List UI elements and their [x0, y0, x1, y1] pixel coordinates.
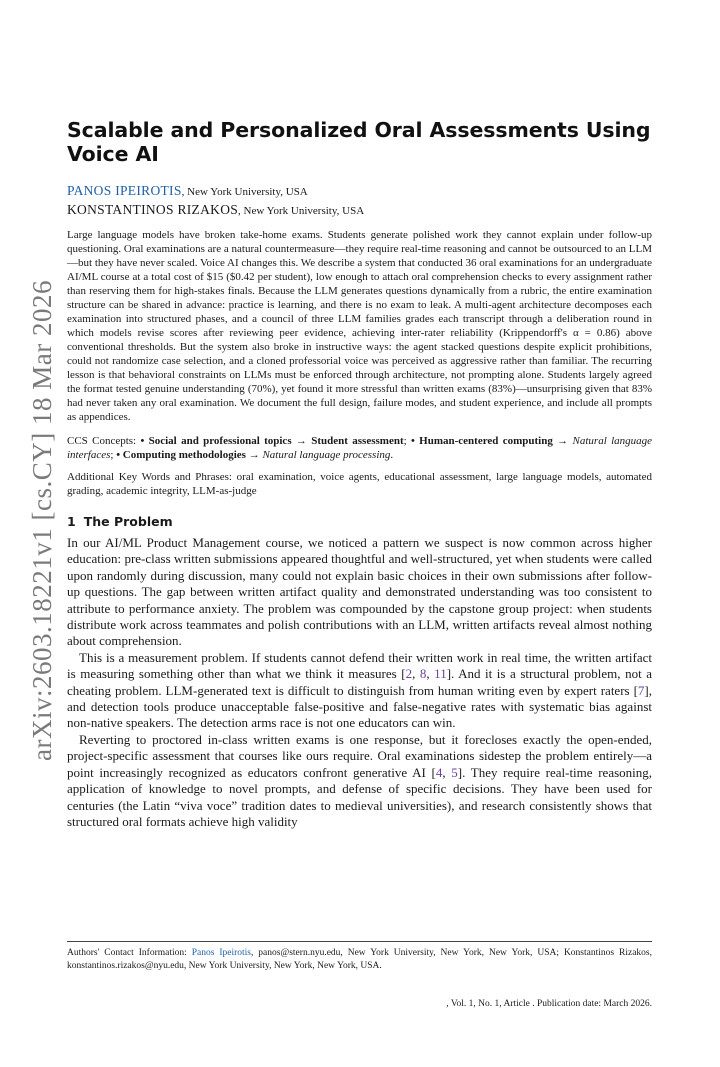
ccs-end: .: [390, 449, 394, 461]
citation-sep: ,: [442, 764, 452, 780]
section-title: The Problem: [83, 514, 173, 529]
ccs-sep-1: →: [291, 435, 312, 447]
keywords: Additional Key Words and Phrases: oral examination, voice agents, educational assessment, large language models, automated grading, academic integrity, LLM-as-judge: [67, 471, 652, 497]
author-2-affiliation: , New York University, USA: [238, 205, 365, 217]
ccs-sep-2: ;: [403, 435, 411, 447]
citation-link[interactable]: 2: [405, 666, 413, 682]
footnote-rest: , panos@stern.nyu.edu, New York University, New York, New York, USA; Konstantinos Rizakos, konstantinos.rizakos@nyu.edu, New York University, New York, New York, USA.: [67, 948, 653, 971]
citation-link[interactable]: 5: [451, 764, 458, 780]
ccs-sep-3: →: [552, 435, 573, 447]
arxiv-identifier: arXiv:2603.18221v1 [cs.CY] 18 Mar 2026: [26, 279, 57, 761]
citation-sep: ,: [412, 666, 420, 682]
ccs-concept-5: • Computing methodologies: [116, 449, 246, 461]
paper-page: [67, 118, 652, 830]
ccs-concept-6: Natural language processing: [262, 449, 391, 461]
author-1: [67, 182, 652, 201]
arxiv-sidebar: [20, 270, 64, 770]
paragraph-1: In our AI/ML Product Management course, we noticed a pattern we suspect is now common across higher education: pre-class written submissions appeared thoughtful and well-structured, yet when students were called upon randomly during discussion, many could not explain basic choices in their own submissions after follow-up questions. The gap between written artifact quality and demonstrated understanding was too consistent to attribute to performance anxiety. The problem was compounded by the capstone group project: when students distribute work across teammates and polish contributions with an LLM, written artifacts reveal almost nothing about comprehension.: [67, 535, 652, 649]
ccs-concept-4: Natural language interfaces: [67, 435, 653, 461]
ccs-concept-2: Student assessment: [311, 435, 404, 447]
paragraph-2-text-b: ]. And it is a structural problem, not a cheating problem. LLM-generated text is difficult to distinguish from human writing even by expert raters [: [67, 666, 653, 698]
section-heading: [67, 514, 652, 529]
ccs-concept-1: • Social and professional topics: [140, 435, 292, 447]
citation-link[interactable]: 8: [419, 666, 427, 682]
section-number: 1: [67, 514, 76, 529]
abstract: Large language models have broken take-home exams. Students generate polished work they cannot explain under follow-up questioning. Oral examinations are a natural countermeasure—they require real-time reasoning and cannot be outsourced to an LLM—but they have never scaled. Voice AI changes this. We describe a system that conducted 36 oral examinations for an undergraduate AI/ML course at a total cost of $15 ($0.42 per student), low enough to attach oral comprehension checks to every assignment rather than reserving them for high-stakes finals. Because the LLM generates questions dynamically from a rubric, the entire examination structure can be shared in advance: practice is learning, and there is no exam to leak. A multi-agent architecture decomposes each examination into structured phases, and a council of three LLM families grades each transcript through a deliberation round in which models revise scores after reviewing peer evidence, achieving inter-rater reliability (Krippendorff's α = 0.86) above conventional thresholds. But the system also broke in instructive ways: the agent stacked questions despite explicit prohibitions, could not randomize case selection, and a cloned professorial voice was perceived as aggressive rather than familiar. The recurring lesson is that behavioral constraints on LLMs must be enforced through architecture, not prompting alone. Students largely agreed the format tested genuine understanding (70%), yet found it more stressful than written exams (83%)—unsurprising given that 83% had never taken any oral examination. We document the full design, failure modes, and student experience, and include all prompts as appendices.: [67, 229, 652, 423]
author-1-affiliation: , New York University, USA: [181, 186, 308, 198]
footnote-prefix: Authors' Contact Information:: [67, 948, 192, 958]
section-body: [67, 535, 652, 830]
paper-title: Scalable and Personalized Oral Assessments Using Voice AI: [67, 118, 651, 166]
citation-sep: ,: [426, 666, 435, 682]
paragraph-2: [67, 650, 652, 732]
author-2: [67, 201, 652, 220]
paragraph-3-text-b: ]. They require real-time reasoning, application of knowledge to novel prompts, and defense of specific decisions. They have been used for centuries (the Latin “viva voce” tradition dates to medieval universities), and research consistently shows that structured oral formats achieve high validity: [67, 764, 653, 829]
author-2-name: KONSTANTINOS RIZAKOS: [67, 202, 239, 217]
footnote-author-link[interactable]: Panos Ipeirotis: [191, 948, 251, 958]
ccs-sep-4: ;: [110, 449, 117, 461]
paragraph-3: [67, 732, 652, 830]
ccs-label: CCS Concepts:: [67, 435, 141, 447]
ccs-concepts: [67, 434, 652, 462]
citation-link[interactable]: 4: [435, 764, 443, 780]
author-1-name[interactable]: PANOS IPEIROTIS: [67, 183, 182, 198]
author-list: [67, 182, 652, 220]
paragraph-2-text-c: ], and detection tools produce unacceptable false-positive and false-negative rates with systematic bias against non-native speakers. The detection arms race is not one educators can win.: [67, 682, 652, 731]
ccs-sep-5: →: [245, 449, 263, 461]
citation-link[interactable]: 7: [637, 682, 645, 698]
citation-link[interactable]: 11: [434, 666, 447, 682]
author-contact-footnote: [67, 941, 652, 972]
paragraph-2-text-a: This is a measurement problem. If students cannot defend their written work in real time, the written artifact is measuring something other than what we think it measures [: [67, 649, 652, 682]
ccs-concept-3: • Human-centered computing: [411, 435, 553, 447]
publication-footer: , Vol. 1, No. 1, Article . Publication date: March 2026.: [446, 999, 652, 1009]
paragraph-3-text-a: Reverting to proctored in-class written exams is one response, but it forecloses exactly the open-ended, project-specific assessment that courses like ours require. Oral examinations sidestep the problem entirely—a point increasingly recognized as educators confront generative AI [: [67, 731, 652, 780]
